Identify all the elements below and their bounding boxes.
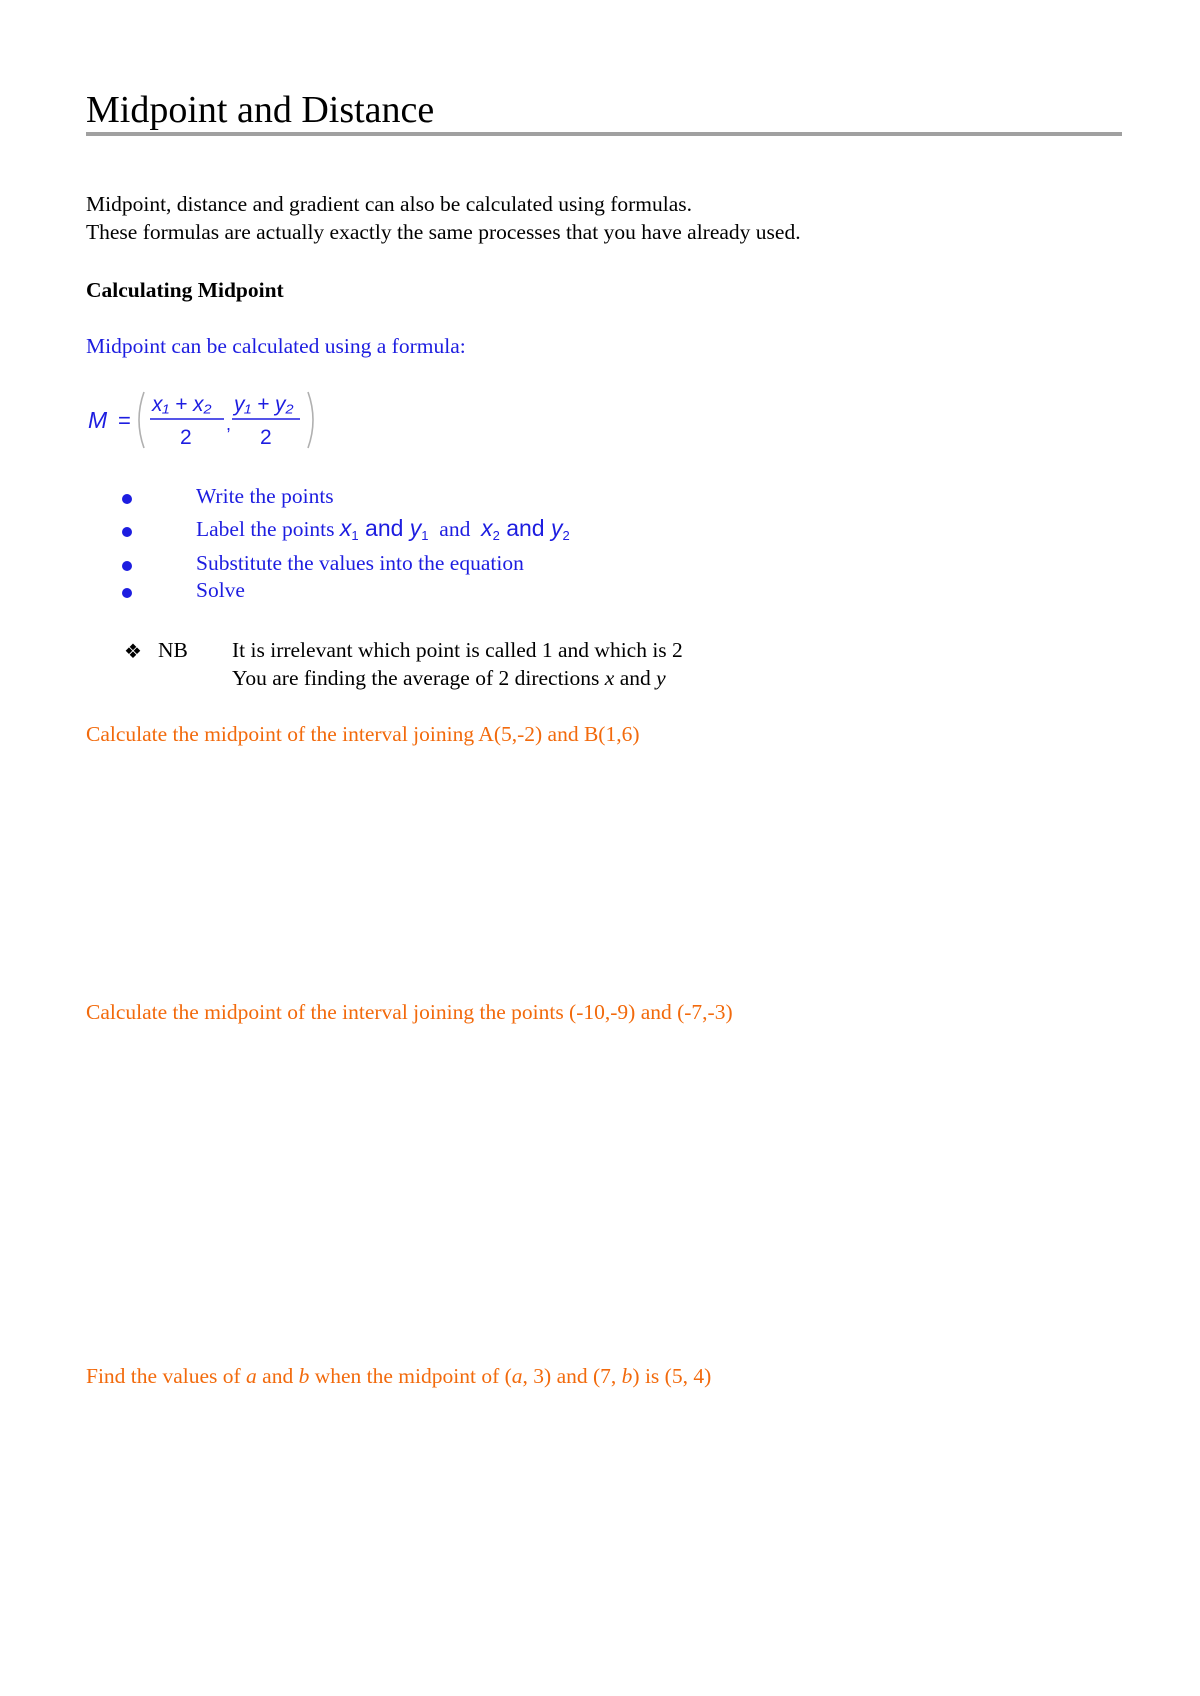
formula-comma: , <box>226 414 232 434</box>
note-label: NB <box>158 638 188 662</box>
left-paren <box>139 392 144 448</box>
page-title: Midpoint and Distance <box>86 89 435 131</box>
bullet-icon <box>122 494 132 504</box>
question-2: Calculate the midpoint of the interval joining the points (-10,-9) and (-7,-3) <box>86 1000 733 1024</box>
question-3: Find the values of a and b when the midpoint of (a, 3) and (7, b) is (5, 4) <box>86 1364 712 1388</box>
math-x1-and-y1: $x_1$ and $y_1$ <box>339 515 429 543</box>
section-heading: Calculating Midpoint <box>86 278 284 302</box>
question-1: Calculate the midpoint of the interval joining A(5,-2) and B(1,6) <box>86 722 640 746</box>
diamond-bullet-icon: ❖ <box>124 641 142 663</box>
formula-denominator-1: 2 <box>180 426 192 449</box>
formula-numerator-1: x₁ + x₂ <box>152 393 212 416</box>
formula-numerator-2: y₁ + y₂ <box>234 393 294 416</box>
right-paren <box>308 392 313 448</box>
step-substitute: Substitute the values into the equation <box>196 551 524 575</box>
note-line-1: It is irrelevant which point is called 1 and which is 2 <box>232 638 683 662</box>
formula-equals: = <box>118 408 131 433</box>
math-x2-and-y2: $x_2$ and $y_2$ <box>481 515 570 543</box>
title-rule <box>86 132 1122 136</box>
bullet-icon <box>122 527 132 537</box>
intro-line-2: These formulas are actually exactly the same processes that you have already used. <box>86 220 801 244</box>
midpoint-formula <box>86 386 326 452</box>
note-line-2: You are finding the average of 2 directions x and y <box>232 666 666 690</box>
step-label-middle-and: and <box>439 517 471 541</box>
bullet-icon <box>122 588 132 598</box>
formula-lhs: M <box>88 407 108 433</box>
step-solve: Solve <box>196 578 245 602</box>
formula-lead: Midpoint can be calculated using a formula: <box>86 334 466 358</box>
step-label-prefix: Label the points <box>196 517 335 541</box>
intro-line-1: Midpoint, distance and gradient can also be calculated using formulas. <box>86 192 692 216</box>
bullet-icon <box>122 561 132 571</box>
formula-denominator-2: 2 <box>260 426 272 449</box>
step-label <box>196 514 570 550</box>
step-write: Write the points <box>196 484 334 508</box>
